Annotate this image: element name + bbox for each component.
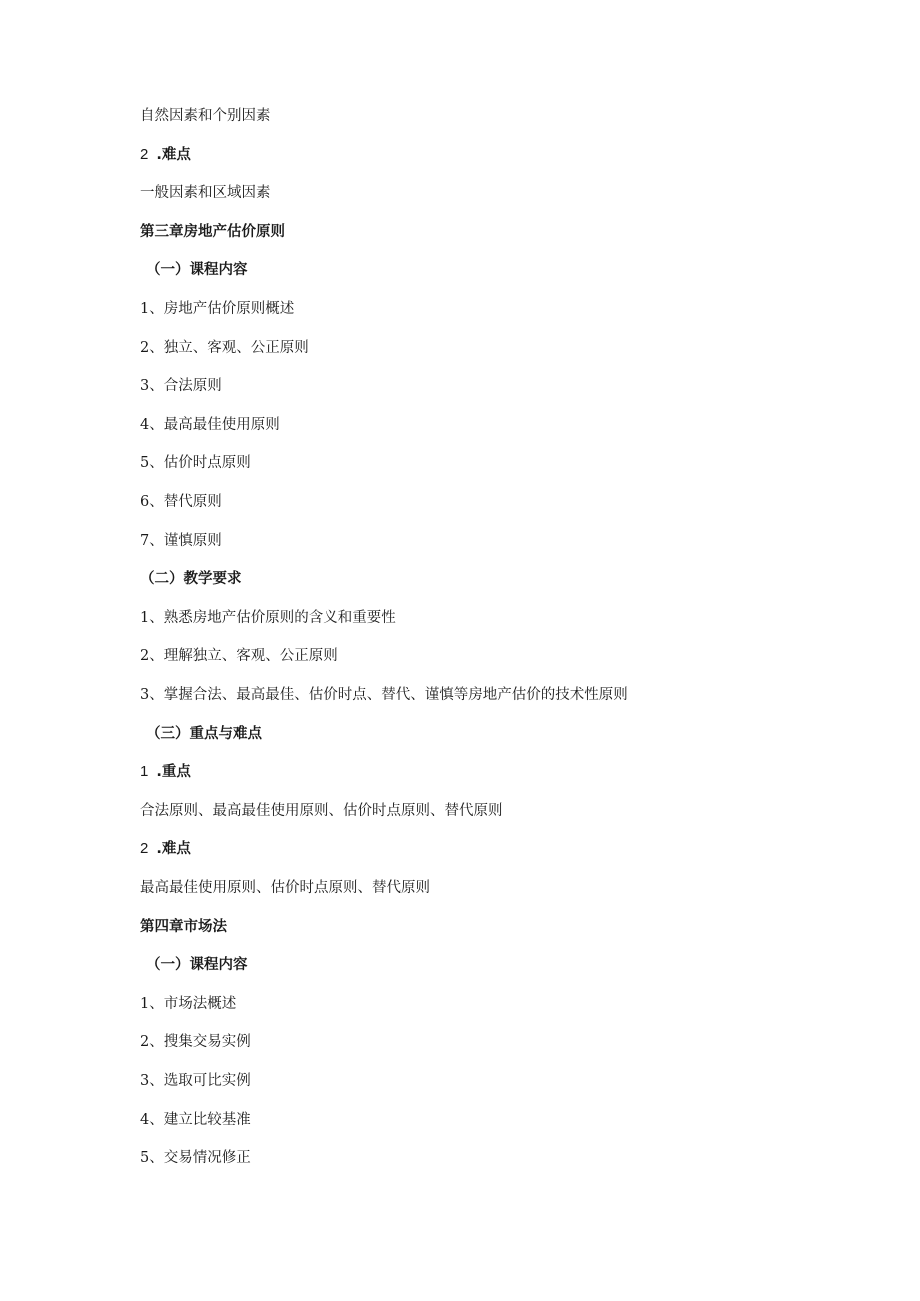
paragraph-line: 3、掌握合法、最高最佳、估价时点、替代、谨慎等房地产估价的技术性原则 [140,687,628,703]
section-heading: （一）课程内容 [146,957,248,973]
paragraph-line: 最高最佳使用原则、估价时点原则、替代原则 [140,880,430,896]
section-heading: （三）重点与难点 [146,726,262,742]
paragraph-line: 3、选取可比实例 [140,1073,251,1089]
paragraph-line: 3、合法原则 [140,378,222,394]
paragraph-line: 2、搜集交易实例 [140,1034,251,1050]
paragraph-line: 5、交易情况修正 [140,1150,251,1166]
section-heading: 第四章市场法 [140,919,227,935]
heading-number: 2 [140,146,149,163]
section-heading: （一）课程内容 [146,262,248,278]
paragraph-line: 4、建立比较基准 [140,1112,251,1128]
paragraph-line: 1、市场法概述 [140,996,237,1012]
paragraph-line: 一般因素和区域因素 [140,185,271,201]
heading-number: 2 [140,840,149,857]
paragraph-line: 4、最高最佳使用原则 [140,417,280,433]
paragraph-line: 2、独立、客观、公正原则 [140,340,309,356]
heading-text: .难点 [156,841,191,857]
paragraph-line: 2、理解独立、客观、公正原则 [140,648,338,664]
paragraph-line: 1、熟悉房地产估价原则的含义和重要性 [140,610,396,626]
section-heading [140,762,191,782]
section-heading: （二）教学要求 [140,571,242,587]
paragraph-line: 1、房地产估价原则概述 [140,301,295,317]
heading-text: .难点 [156,147,191,163]
heading-text: .重点 [156,764,191,780]
paragraph-line: 6、替代原则 [140,494,222,510]
paragraph-line: 7、谨慎原则 [140,533,222,549]
heading-number: 1 [140,763,149,780]
paragraph-line: 合法原则、最高最佳使用原则、估价时点原则、替代原则 [140,803,503,819]
paragraph-line: 自然因素和个别因素 [140,108,271,124]
section-heading: 第三章房地产估价原则 [140,224,285,240]
section-heading [140,145,191,165]
section-heading [140,839,191,859]
paragraph-line: 5、估价时点原则 [140,455,251,471]
